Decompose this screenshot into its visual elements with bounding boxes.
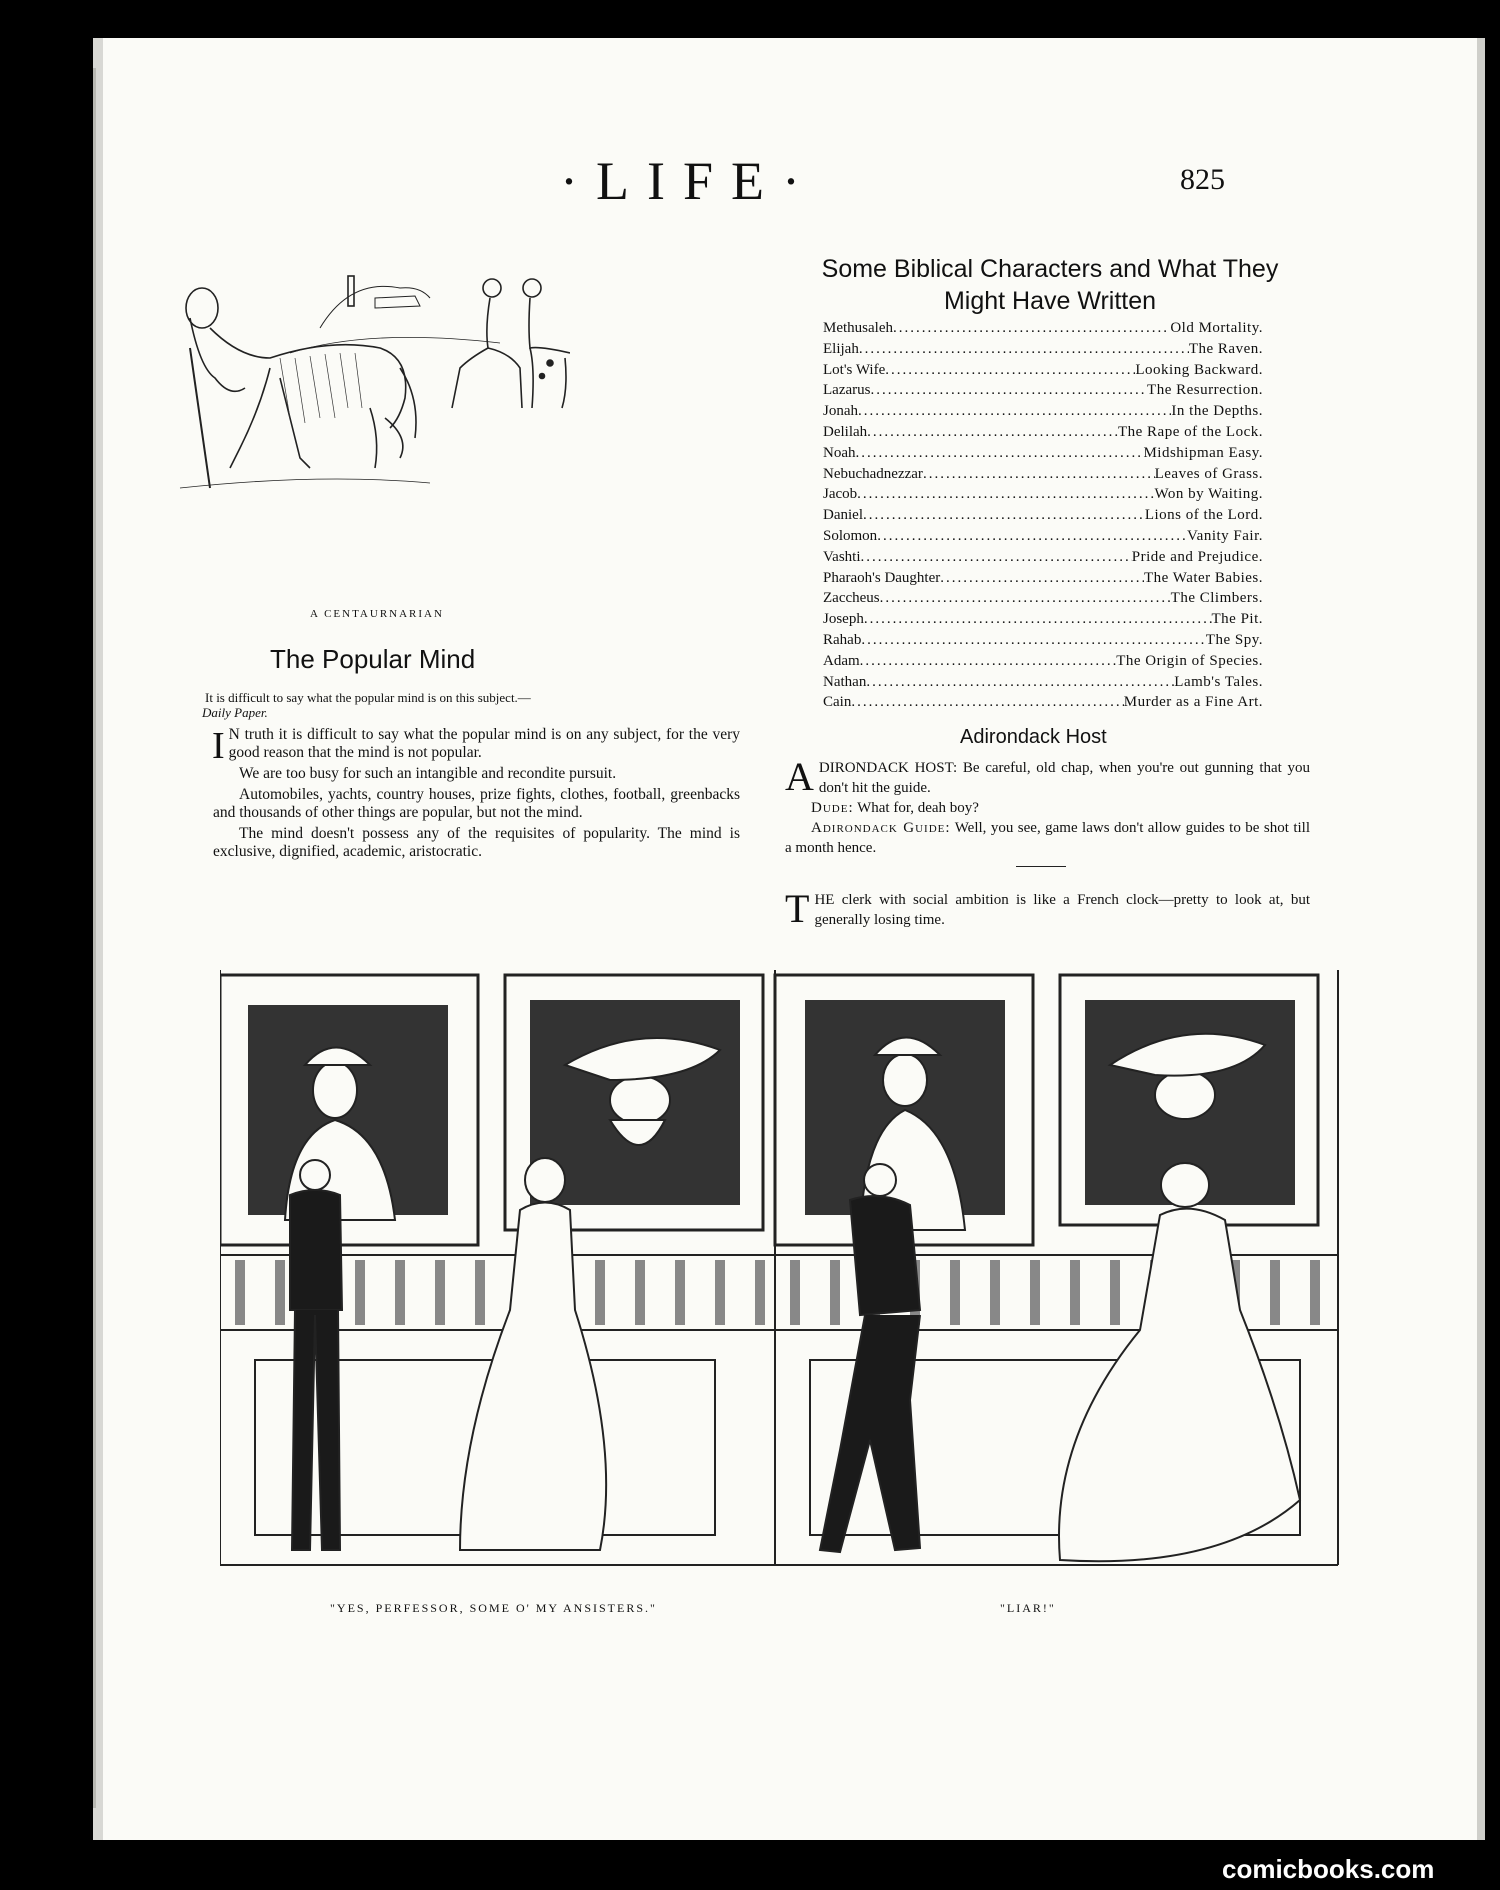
book-title: In the Depths. (1171, 403, 1263, 420)
character-name: Vashti (823, 548, 861, 565)
leader-dots (861, 630, 1205, 651)
leader-dots (885, 360, 1135, 381)
book-title: The Resurrection. (1147, 382, 1263, 399)
book-title: Lions of the Lord. (1144, 507, 1263, 524)
biblical-entry (823, 609, 1263, 630)
centaur-caption: A CENTAURNARIAN (310, 608, 444, 620)
popular-mind-heading: The Popular Mind (270, 644, 476, 674)
paragraph (212, 725, 740, 767)
book-title: Leaves of Grass. (1154, 465, 1263, 482)
dialogue-text: What for, deah boy? (857, 800, 979, 816)
biblical-entry (823, 505, 1263, 526)
book-title: The Water Babies. (1143, 569, 1263, 586)
biblical-entry (823, 464, 1263, 485)
centaur-illustration (170, 258, 570, 588)
drop-cap: T (785, 886, 810, 931)
book-title: The Spy. (1205, 631, 1263, 648)
leader-dots (858, 401, 1171, 422)
character-name: Jacob (823, 486, 858, 503)
paragraph: Automobiles, yachts, country houses, prize fights, clothes, football, greenbacks and thousands of other things are popular, but not the mind. (213, 786, 740, 821)
biblical-entry (823, 339, 1263, 360)
character-name: Solomon (823, 527, 878, 544)
biblical-entry (823, 484, 1263, 505)
character-name: Zaccheus (823, 590, 880, 607)
character-name: Delilah (823, 423, 868, 440)
masthead: ·LIFE· (560, 151, 818, 211)
book-title: Old Mortality. (1170, 320, 1263, 336)
leader-dots (860, 651, 1117, 672)
popular-mind-article (213, 726, 740, 864)
paragraph (785, 818, 1310, 858)
speaker-label: Adirondack Guide: (811, 820, 951, 836)
dialogue-text: Well, you see, game laws don't allow guides to be shot till a month hence. (785, 820, 1310, 856)
biblical-entry (823, 588, 1263, 609)
leader-dots (867, 422, 1118, 443)
character-name: Pharaoh's Daughter (823, 569, 941, 586)
adirondack-heading: Adirondack Host (960, 726, 1107, 748)
paragraph (785, 798, 1310, 818)
biblical-heading (790, 253, 1310, 317)
speaker-label: Dude: (811, 800, 854, 816)
leader-dots (863, 505, 1145, 526)
book-title: The Raven. (1188, 340, 1263, 357)
watermark: comicbooks.com (1222, 1854, 1435, 1884)
leader-dots (857, 484, 1154, 505)
character-name: Cain (823, 694, 852, 711)
biblical-entry (823, 422, 1263, 443)
leader-dots (864, 609, 1212, 630)
biblical-entry (823, 630, 1263, 651)
divider (1016, 866, 1066, 867)
leader-dots (856, 443, 1144, 464)
book-title: The Climbers. (1170, 590, 1263, 607)
biblical-list (823, 318, 1263, 713)
biblical-entry (823, 651, 1263, 672)
character-name: Nathan (823, 673, 867, 690)
character-name: Nebuchadnezzar (823, 465, 923, 482)
biblical-entry (823, 360, 1263, 381)
paragraph: The mind doesn't possess any of the requisites of popularity. The mind is exclusive, dignified, academic, aristocratic. (213, 825, 740, 860)
leader-dots (870, 380, 1147, 401)
paragraph-text: HE clerk with social ambition is like a French clock—pretty to look at, but generally losing time. (814, 892, 1310, 928)
biblical-entry (823, 526, 1263, 547)
clerk-article (785, 886, 1310, 931)
book-title: Pride and Prejudice. (1131, 548, 1263, 565)
character-name: Lot's Wife (823, 361, 886, 378)
paragraph (785, 886, 1310, 931)
biblical-entry (823, 318, 1263, 339)
book-title: Won by Waiting. (1154, 486, 1263, 503)
character-name: Daniel (823, 507, 863, 524)
biblical-entry (823, 672, 1263, 693)
leader-dots (940, 568, 1144, 589)
book-title: Looking Backward. (1135, 361, 1263, 378)
adirondack-article (785, 754, 1310, 858)
leader-dots (866, 672, 1174, 693)
epigraph-source: Daily Paper. (202, 705, 268, 720)
character-name: Jonah (823, 403, 858, 420)
book-title: The Rape of the Lock. (1117, 423, 1263, 440)
book-title: The Origin of Species. (1116, 652, 1263, 669)
paragraph: We are too busy for such an intangible and recondite pursuit. (239, 765, 617, 782)
biblical-entry (823, 692, 1263, 713)
spine-line (93, 68, 96, 1808)
page-edge (1477, 38, 1485, 1840)
leader-dots (877, 526, 1187, 547)
character-name: Noah (823, 444, 856, 461)
heading-line: Might Have Written (943, 287, 1157, 315)
heading-line: Some Biblical Characters and What They (821, 255, 1279, 283)
book-title: Midshipman Easy. (1143, 444, 1263, 461)
biblical-entry (823, 568, 1263, 589)
dialogue-text: Be careful, old chap, when you're out gunning that you don't hit the guide. (818, 760, 1310, 796)
paragraph (785, 754, 1310, 799)
character-name: Rahab (823, 631, 862, 648)
cartoon-caption-left: "YES, PERFESSOR, SOME O' MY ANSISTERS." (330, 1601, 657, 1615)
page-number: 825 (1180, 163, 1225, 196)
leader-dots (923, 464, 1155, 485)
book-title: Murder as a Fine Art. (1123, 694, 1263, 711)
leader-dots (861, 547, 1132, 568)
biblical-entry (823, 401, 1263, 422)
speaker-label: DIRONDACK HOST: (818, 760, 958, 776)
leader-dots (880, 588, 1171, 609)
biblical-entry (823, 547, 1263, 568)
epigraph-text: It is difficult to say what the popular mind is on this subject.— (205, 690, 531, 705)
cartoon-caption-right: "LIAR!" (1000, 1601, 1056, 1615)
popular-mind-epigraph (202, 690, 745, 720)
biblical-entry (823, 443, 1263, 464)
book-title: The Pit. (1211, 611, 1263, 628)
leader-dots (851, 692, 1123, 713)
character-name: Joseph (823, 611, 864, 628)
character-name: Elijah (823, 340, 859, 357)
book-title: Lamb's Tales. (1174, 673, 1263, 690)
biblical-entry (823, 380, 1263, 401)
character-name: Lazarus (823, 382, 871, 399)
character-name: Adam (823, 652, 860, 669)
gallery-cartoon (220, 970, 1345, 1580)
drop-cap: I (212, 725, 225, 767)
leader-dots (893, 318, 1170, 339)
paragraph-text: N truth it is difficult to say what the popular mind is on any subject, for the very good reason that the mind is not popular. (228, 726, 740, 761)
book-title: Vanity Fair. (1187, 527, 1263, 544)
character-name: Methusaleh (823, 320, 893, 336)
leader-dots (859, 339, 1189, 360)
drop-cap: A (785, 754, 814, 799)
